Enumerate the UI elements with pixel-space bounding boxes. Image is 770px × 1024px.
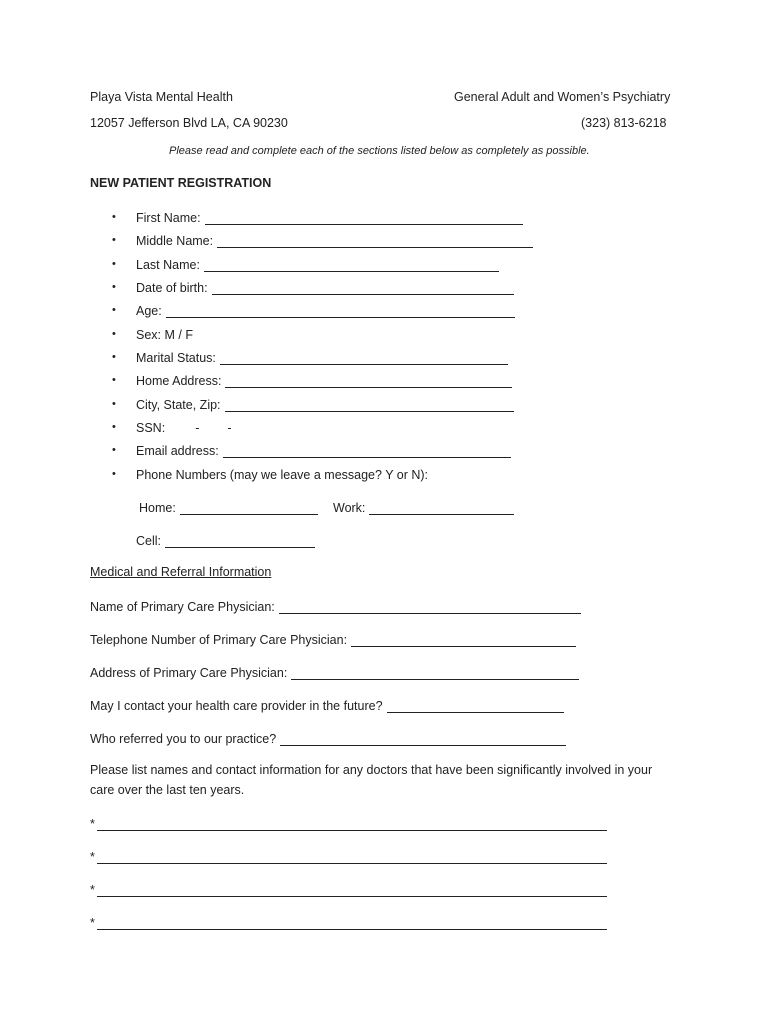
ssn-separator: -: [195, 421, 200, 435]
practice-specialty: General Adult and Women’s Psychiatry: [454, 90, 671, 104]
last-name-row: [112, 256, 499, 272]
phone-numbers-label: Phone Numbers (may we leave a message? Y or N):: [136, 468, 429, 482]
sex-row: [112, 326, 193, 342]
doctor-entry-field-1[interactable]: [97, 817, 607, 831]
field-label: Middle Name:: [136, 234, 214, 248]
field-label: Telephone Number of Primary Care Physician:: [90, 633, 348, 647]
field-label: Home Address:: [136, 374, 222, 388]
marital-status-field[interactable]: [220, 351, 508, 365]
practice-address: 12057 Jefferson Blvd LA, CA 90230: [90, 116, 288, 130]
referral-field[interactable]: [280, 732, 566, 746]
doctor-entry-4: [90, 914, 607, 930]
middle-name-field[interactable]: [217, 234, 533, 248]
doctors-prompt-line-1: Please list names and contact information for any doctors that have been significantly involved in your: [90, 763, 653, 777]
pcp-name-row: [90, 598, 581, 614]
pcp-name-field[interactable]: [279, 600, 581, 614]
field-label: Who referred you to our practice?: [90, 732, 277, 746]
pcp-address-row: [90, 664, 579, 680]
doctor-entry-field-4[interactable]: [97, 916, 607, 930]
last-name-field[interactable]: [204, 258, 499, 272]
bullet-icon: •: [112, 421, 116, 433]
ssn-separator: -: [227, 421, 232, 435]
doctor-entry-field-2[interactable]: [97, 850, 607, 864]
email-field[interactable]: [223, 444, 511, 458]
referral-row: [90, 730, 566, 746]
bullet-icon: •: [112, 211, 116, 223]
contact-provider-row: [90, 697, 564, 713]
asterisk-icon: *: [90, 883, 95, 897]
first-name-row: [112, 209, 523, 225]
work-phone-row: [333, 499, 514, 515]
doctor-entry-1: [90, 815, 607, 831]
field-label: Date of birth:: [136, 281, 208, 295]
contact-provider-field[interactable]: [387, 699, 564, 713]
field-label: May I contact your health care provider in the future?: [90, 699, 383, 713]
doctor-entry-3: [90, 881, 607, 897]
home-address-row: [112, 372, 512, 388]
bullet-icon: •: [112, 398, 116, 410]
email-row: [112, 442, 511, 458]
work-phone-label: Work:: [333, 501, 366, 515]
age-row: [112, 302, 515, 318]
field-label: Last Name:: [136, 258, 200, 272]
city-state-zip-field[interactable]: [225, 398, 514, 412]
bullet-icon: •: [112, 304, 116, 316]
cell-phone-field[interactable]: [165, 534, 315, 548]
practice-phone: (323) 813-6218: [581, 116, 667, 130]
asterisk-icon: *: [90, 850, 95, 864]
home-phone-row: [139, 499, 318, 515]
phone-numbers-row: [112, 466, 428, 482]
pcp-phone-field[interactable]: [351, 633, 576, 647]
dob-field[interactable]: [212, 281, 514, 295]
bullet-icon: •: [112, 468, 116, 480]
asterisk-icon: *: [90, 817, 95, 831]
instructions-text: Please read and complete each of the sections listed below as completely as possible.: [169, 145, 590, 157]
field-label: Address of Primary Care Physician:: [90, 666, 288, 680]
home-address-field[interactable]: [225, 374, 512, 388]
bullet-icon: •: [112, 281, 116, 293]
field-label: Age:: [136, 304, 162, 318]
doctor-entry-field-3[interactable]: [97, 883, 607, 897]
medical-heading: Medical and Referral Information: [90, 565, 272, 579]
ssn-row: [112, 419, 262, 435]
marital-status-row: [112, 349, 508, 365]
home-phone-field[interactable]: [180, 501, 318, 515]
middle-name-row: [112, 232, 533, 248]
sex-selector[interactable]: Sex: M / F: [136, 328, 193, 342]
asterisk-icon: *: [90, 916, 95, 930]
field-label: Email address:: [136, 444, 219, 458]
home-phone-label: Home:: [139, 501, 176, 515]
age-field[interactable]: [166, 304, 515, 318]
field-label: City, State, Zip:: [136, 398, 221, 412]
field-label: SSN:: [136, 421, 166, 435]
first-name-field[interactable]: [205, 211, 523, 225]
pcp-phone-row: [90, 631, 576, 647]
bullet-icon: •: [112, 444, 116, 456]
cell-phone-label: Cell:: [136, 534, 162, 548]
pcp-address-field[interactable]: [291, 666, 579, 680]
cell-phone-row: [136, 532, 315, 548]
bullet-icon: •: [112, 351, 116, 363]
bullet-icon: •: [112, 234, 116, 246]
doctor-entry-2: [90, 848, 607, 864]
doctors-prompt-line-2: care over the last ten years.: [90, 783, 245, 797]
bullet-icon: •: [112, 258, 116, 270]
dob-row: [112, 279, 514, 295]
city-state-zip-row: [112, 396, 514, 412]
bullet-icon: •: [112, 328, 116, 340]
registration-heading: NEW PATIENT REGISTRATION: [90, 176, 272, 190]
field-label: First Name:: [136, 211, 201, 225]
practice-name: Playa Vista Mental Health: [90, 90, 233, 104]
bullet-icon: •: [112, 374, 116, 386]
field-label: Marital Status:: [136, 351, 216, 365]
work-phone-field[interactable]: [369, 501, 514, 515]
field-label: Name of Primary Care Physician:: [90, 600, 275, 614]
